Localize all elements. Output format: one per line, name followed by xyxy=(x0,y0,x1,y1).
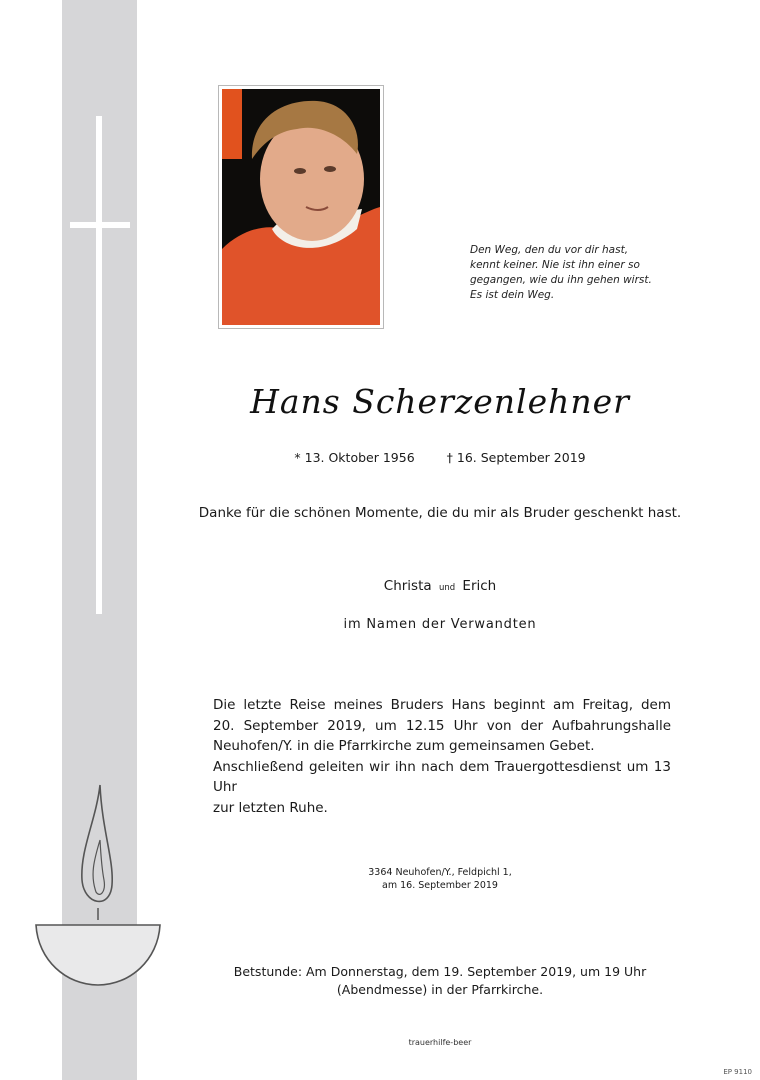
family-names xyxy=(190,578,690,594)
family-name-1: Christa xyxy=(383,578,432,594)
life-dates xyxy=(190,450,690,465)
family-name-2: Erich xyxy=(462,578,497,594)
details-line: zur letzten Ruhe. xyxy=(213,799,328,816)
prayer-line: Betstunde: Am Donnerstag, dem 19. September 2019, um 19 Uhr xyxy=(233,964,647,979)
quote xyxy=(470,243,700,303)
quote-line: gegangen, wie du ihn gehen wirst. xyxy=(470,274,652,286)
footer-brand: trauerhilfe-beer xyxy=(408,1038,472,1047)
birth-date: * 13. Oktober 1956 xyxy=(294,450,415,465)
product-code: EP 9110 xyxy=(723,1068,752,1076)
portrait-photo xyxy=(218,85,384,329)
funeral-details xyxy=(213,695,671,818)
quote-line: Den Weg, den du vor dir hast, xyxy=(470,244,629,256)
deceased-name: Hans Scherzenlehner xyxy=(250,382,630,421)
quote-line: kennt keiner. Nie ist ihn einer so xyxy=(470,259,640,271)
details-line: Anschließend geleiten wir ihn nach dem Trauergottesdienst um 13 Uhr xyxy=(213,758,671,795)
details-line: 20. September 2019, um 12.15 Uhr von der Aufbahrungshalle xyxy=(213,717,671,734)
death-date: † 16. September 2019 xyxy=(446,450,586,465)
flame-outer xyxy=(82,785,112,901)
bowl xyxy=(36,925,160,985)
address-line: 3364 Neuhofen/Y., Feldpichl 1, xyxy=(368,867,512,878)
thanks-text: Danke für die schönen Momente, die du mir als Bruder geschenkt hast. xyxy=(198,505,682,521)
flame-inner xyxy=(93,840,104,894)
prayer-hour xyxy=(190,963,690,999)
prayer-line: (Abendmesse) in der Pfarrkirche. xyxy=(336,982,544,997)
family-conjunction: und xyxy=(438,583,456,593)
address xyxy=(290,866,590,892)
candle-bowl-icon xyxy=(30,780,165,995)
cross-bar xyxy=(70,222,130,228)
details-line: Neuhofen/Y. in die Pfarrkirche zum gemeinsamen Gebet. xyxy=(213,738,595,754)
address-date: am 16. September 2019 xyxy=(382,880,498,891)
quote-line: Es ist dein Weg. xyxy=(470,289,555,301)
details-line: Die letzte Reise meines Bruders Hans beginnt am Freitag, dem xyxy=(213,697,671,713)
on-behalf-text: im Namen der Verwandten xyxy=(343,617,537,632)
cross-icon xyxy=(96,116,102,614)
